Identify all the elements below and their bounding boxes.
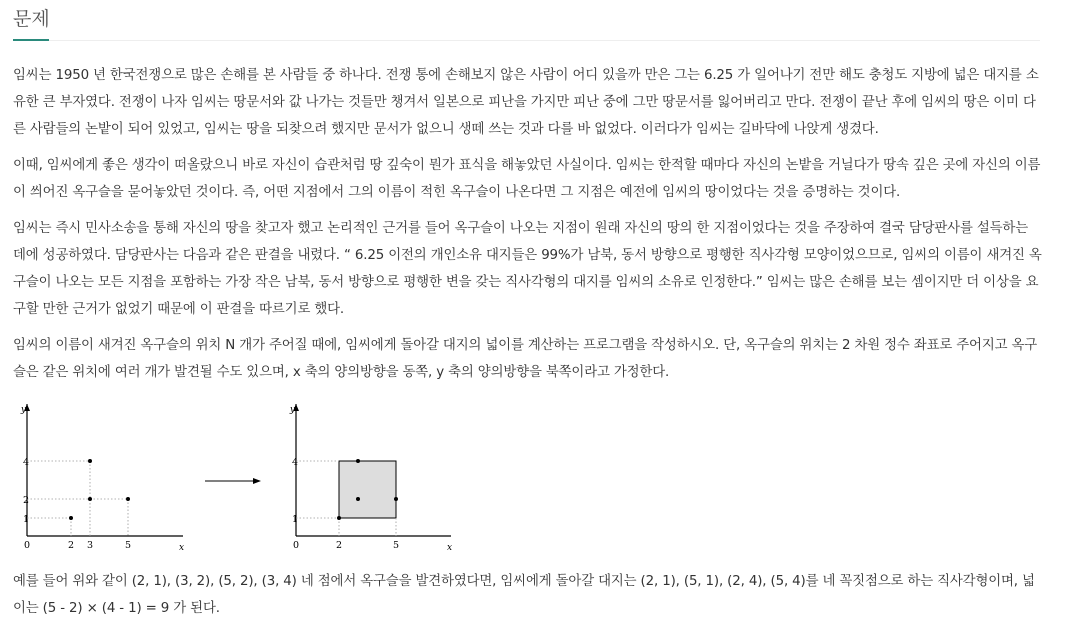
right-y-tick: 4: [291, 457, 298, 468]
section-title: 문제: [13, 8, 50, 30]
paragraph-1: 임씨는 1950 년 한국전쟁으로 많은 손해를 본 사람들 중 하나다. 전쟁 통에 손해보지 않은 사람이 어디 있을까 만은 그는 6.25 가 일어나기 전만 해도 충청도 지방에 넓은 대지를 소유한 큰 부자였다. 전쟁이 나자 임씨는 땅문서와 값 나가는 것들만 챙겨서 일본으로 피난을 가지만 피난 중에 그만 땅문서를 잃어버리고 만다. 전쟁이 끝난 후에 임씨의 땅은 이미 다른 사람들의 논밭이 되어 있었고, 임씨는 땅을 되찾으려 했지만 문서가 없으니 생떼 쓰는 것과 다를 바 없었다. 이러다가 임씨는 길바닥에 나앉게 생겼다.: [13, 68, 1039, 137]
left-x-tick: 5: [124, 540, 132, 551]
point-marker: [88, 497, 92, 501]
title-underline: [13, 39, 49, 41]
left-y-tick: 2: [22, 495, 29, 506]
paragraph-4: 임씨의 이름이 새겨진 옥구슬의 위치 N 개가 주어질 때에, 임씨에게 돌아갈 대지의 넓이를 계산하는 프로그램을 작성하시오. 단, 옥구슬의 위치는 2 차원 정수 좌표로 주어지고 옥구슬은 같은 위치에 여러 개가 발견될 수도 있으며, x 축의 양의방향을 동쪽, y 축의 양의방향을 북쪽이라고 가정한다.: [13, 338, 1038, 380]
left-x-tick: 0: [23, 540, 31, 551]
left-plot: [20, 404, 184, 553]
paragraph-3: 임씨는 즉시 민사소송을 통해 자신의 땅을 찾고자 했고 논리적인 근거를 들어 옥구슬이 나오는 지점이 원래 자신의 땅의 한 지점이었다는 것을 주장하여 결국 담당판사를 설득하는 데에 성공하였다. 담당판사는 다음과 같은 판결을 내렸다. “ 6.25 이전의 개인소유 대지들은 99%가 남북, 동서 방향으로 평행한 직사각형 모양이었으므로, 임씨의 이름이 새겨진 옥구슬이 나오는 모든 지점을 포함하는 가장 작은 남북, 동서 방향으로 평행한 변을 갖는 직사각형의 대지를 임씨의 소유로 인정한다.” 임씨는 많은 손해를 보는 셈이지만 더 이상을 요구할 만한 근거가 없었기 때문에 이 판결을 따르기로 했다.: [13, 221, 1042, 317]
transform-arrow: [205, 478, 261, 484]
right-y-axis-label: y: [289, 405, 295, 415]
left-y-axis-label: y: [20, 405, 26, 415]
point-marker: [356, 459, 360, 463]
arrow-right-icon: [253, 478, 261, 484]
example-figure-svg: [13, 398, 473, 558]
point-marker: [394, 497, 398, 501]
right-y-tick: 1: [291, 514, 298, 525]
left-guides: [27, 461, 128, 536]
right-x-tick: 0: [292, 540, 300, 551]
right-x-tick: 2: [335, 540, 343, 551]
paragraph-2: 이때, 임씨에게 좋은 생각이 떠올랐으니 바로 자신이 습관처럼 땅 깊숙이 뭔가 표식을 해놓았던 사실이다. 임씨는 한적할 때마다 자신의 논밭을 거닐다가 땅속 깊은 곳에 자신의 이름이 씌어진 옥구슬을 묻어놓았던 것이다. 즉, 어떤 지점에서 그의 이름이 적힌 옥구슬이 나온다면 그 지점은 예전에 임씨의 땅이었다는 것을 증명하는 것이다.: [13, 158, 1041, 200]
point-marker: [126, 497, 130, 501]
right-x-tick: 5: [392, 540, 400, 551]
section-header: [13, 0, 1040, 41]
example-figure: [13, 398, 473, 558]
left-x-tick: 3: [86, 540, 94, 551]
result-rectangle: [339, 461, 396, 518]
point-marker: [356, 497, 360, 501]
point-marker: [337, 516, 341, 520]
point-marker: [88, 459, 92, 463]
left-points: [69, 459, 130, 520]
paragraph-5: 예를 들어 위와 같이 (2, 1), (3, 2), (5, 2), (3, 4) 네 점에서 옥구슬을 발견하였다면, 임씨에게 돌아갈 대지는 (2, 1), (5, 1), (2, 4), (5, 4)를 네 꼭짓점으로 하는 직사각형이며, 넓이는 (5 - 2) × (4 - 1) = 9 가 된다.: [13, 574, 1035, 616]
left-y-tick: 1: [22, 514, 29, 525]
right-plot: [289, 404, 452, 553]
right-x-axis-label: x: [447, 543, 453, 553]
left-x-axis-label: x: [179, 543, 185, 553]
point-marker: [69, 516, 73, 520]
left-y-tick: 4: [22, 457, 29, 468]
left-x-tick: 2: [67, 540, 75, 551]
